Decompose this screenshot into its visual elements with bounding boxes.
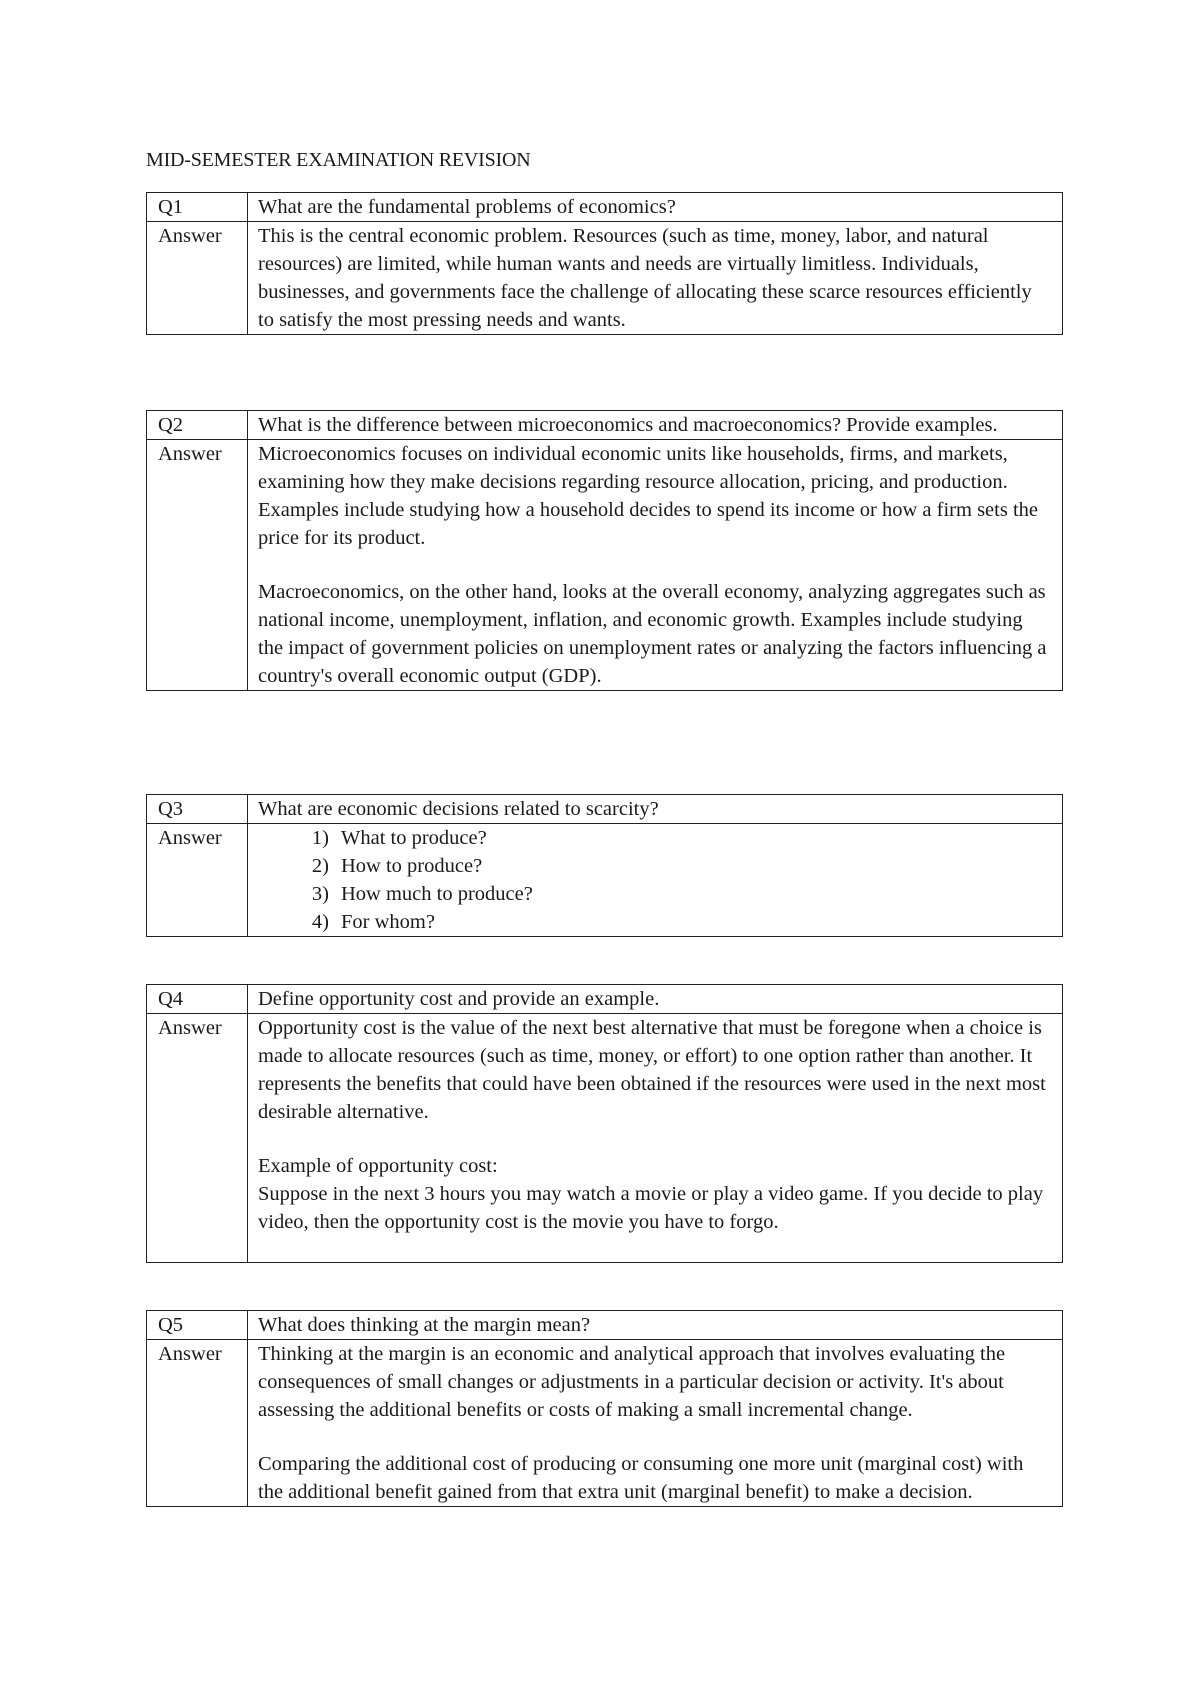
answer-list-item: 4. For whom? (329, 908, 1052, 936)
question-row (147, 795, 1063, 824)
answer-list (258, 824, 1052, 936)
question-row (147, 985, 1063, 1014)
answer-label: Answer (147, 1340, 248, 1507)
answer-cell (248, 824, 1063, 937)
answer-label: Answer (147, 440, 248, 691)
question-label: Q3 (147, 795, 248, 824)
question-text: What is the difference between microeconomics and macroeconomics? Provide examples. (248, 411, 1063, 440)
answer-row (147, 222, 1063, 335)
question-text: What are economic decisions related to scarcity? (248, 795, 1063, 824)
question-text: Define opportunity cost and provide an example. (248, 985, 1063, 1014)
answer-cell (248, 1340, 1063, 1507)
qa-table-q5 (146, 1310, 1063, 1507)
answer-label: Answer (147, 1014, 248, 1263)
answer-row (147, 440, 1063, 691)
question-label: Q1 (147, 193, 248, 222)
answer-cell (248, 222, 1063, 335)
answer-paragraph: Opportunity cost is the value of the next best alternative that must be foregone when a choice is made to allocate resources (such as time, money, or effort) to one option rather than another. It represents the benefits that could have been obtained if the resources were used in the next most desirable alternative. (258, 1017, 1046, 1123)
answer-paragraph: Comparing the additional cost of producing or consuming one more unit (marginal cost) with the additional benefit gained from that extra unit (marginal benefit) to make a decision. (258, 1453, 1024, 1503)
question-row (147, 193, 1063, 222)
answer-cell (248, 440, 1063, 691)
answer-paragraph: This is the central economic problem. Resources (such as time, money, labor, and natural resources) are limited, while human wants and needs are virtually limitless. Individuals, businesses, and governments face the challenge of allocating these scarce resources efficiently to satisfy the most pressing needs and wants. (258, 225, 1032, 331)
question-label: Q4 (147, 985, 248, 1014)
answer-row (147, 824, 1063, 937)
qa-table-q2 (146, 410, 1063, 691)
answer-list-item: 3. How much to produce? (329, 880, 1052, 908)
question-label: Q5 (147, 1311, 248, 1340)
answer-paragraph: Macroeconomics, on the other hand, looks at the overall economy, analyzing aggregates such as national income, unemployment, inflation, and economic growth. Examples include studying the impact of government policies on unemployment rates or analyzing the factors influencing a country's overall economic output (GDP). (258, 581, 1047, 687)
answer-label: Answer (147, 824, 248, 937)
qa-table-q3 (146, 794, 1063, 937)
answer-cell (248, 1014, 1063, 1263)
answer-row (147, 1014, 1063, 1263)
question-row (147, 411, 1063, 440)
qa-table-q1 (146, 192, 1063, 335)
question-text: What does thinking at the margin mean? (248, 1311, 1063, 1340)
example-heading: Example of opportunity cost: (258, 1155, 498, 1177)
answer-paragraph: Thinking at the margin is an economic and analytical approach that involves evaluating the consequences of small changes or adjustments in a particular decision or activity. It's about assessing the additional benefits or costs of making a small incremental change. (258, 1343, 1006, 1421)
qa-table-q4 (146, 984, 1063, 1263)
answer-row (147, 1340, 1063, 1507)
answer-list-item: 1. What to produce? (329, 824, 1052, 852)
question-label: Q2 (147, 411, 248, 440)
question-text: What are the fundamental problems of economics? (248, 193, 1063, 222)
blank-line (258, 1236, 1052, 1262)
page-title: MID-SEMESTER EXAMINATION REVISION (146, 149, 531, 171)
answer-paragraph: Microeconomics focuses on individual economic units like households, firms, and markets, examining how they make decisions regarding resource allocation, pricing, and production. Examples include studying how a household decides to spend its income or how a firm sets the price for its product. (258, 443, 1038, 549)
example-text: Suppose in the next 3 hours you may watch a movie or play a video game. If you decide to play video, then the opportunity cost is the movie you have to forgo. (258, 1183, 1044, 1233)
answer-label: Answer (147, 222, 248, 335)
question-row (147, 1311, 1063, 1340)
answer-list-item: 2. How to produce? (329, 852, 1052, 880)
